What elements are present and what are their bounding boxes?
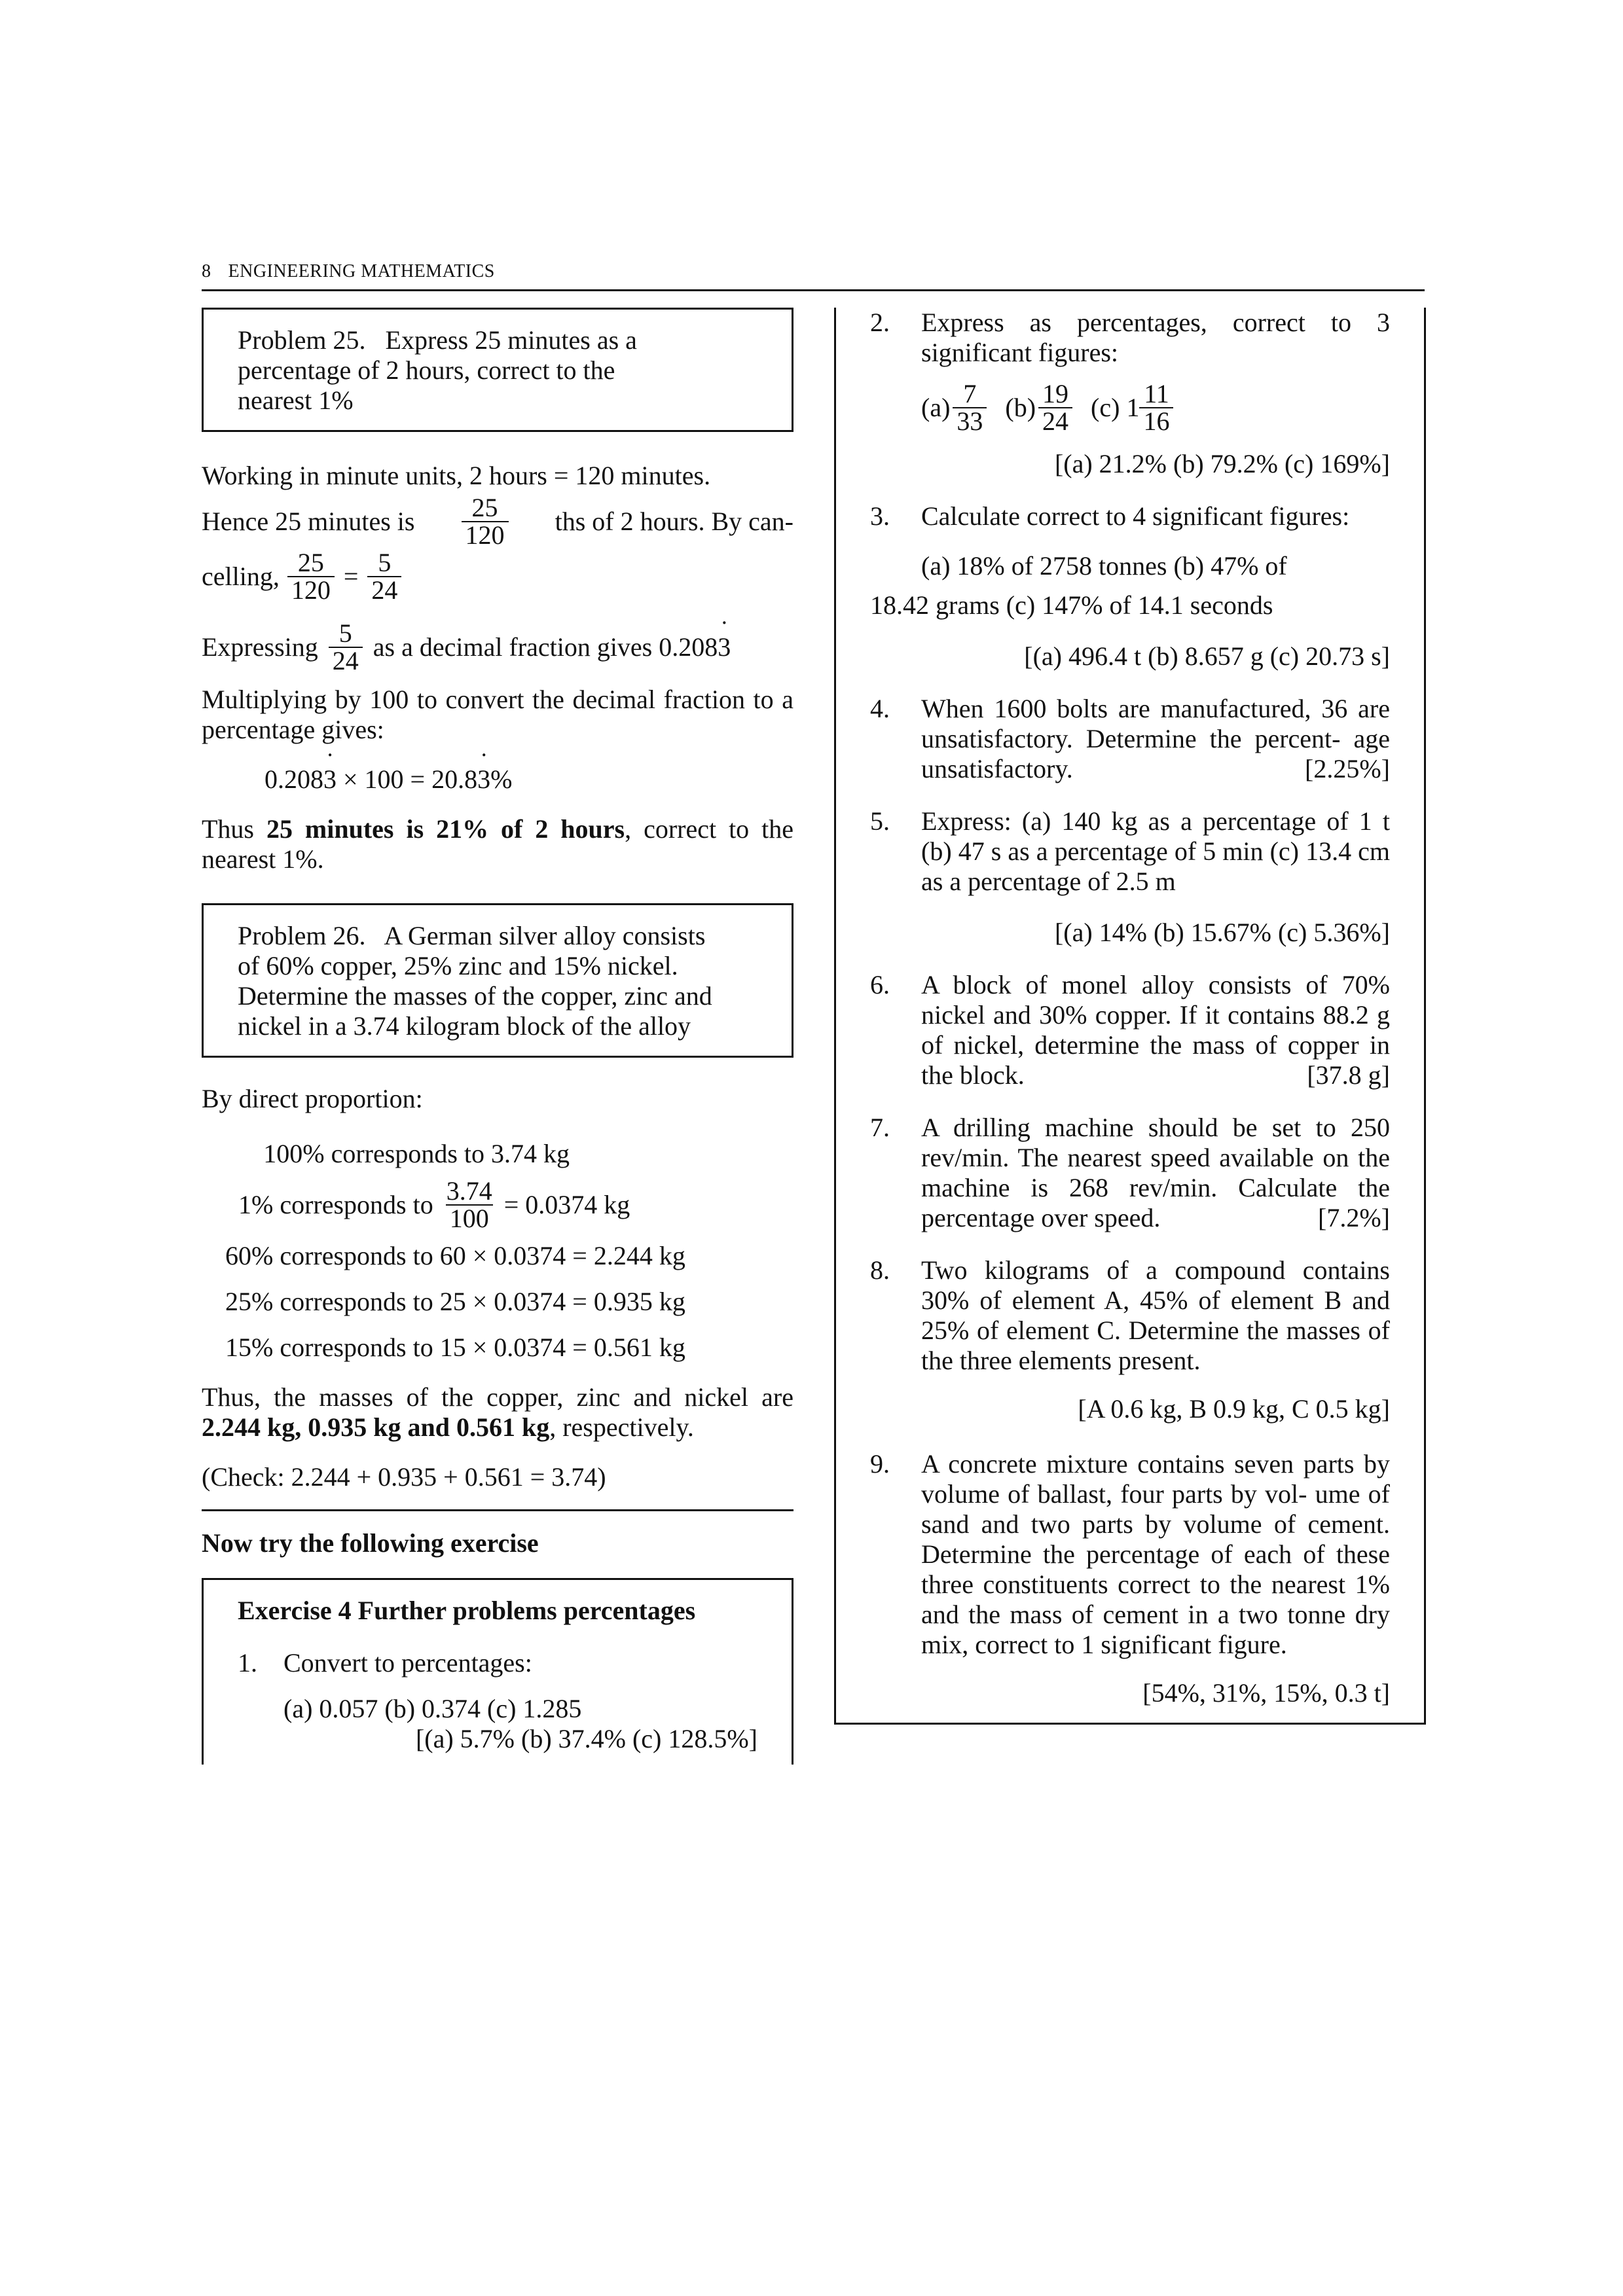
question-2-number: 2. <box>870 308 890 337</box>
question-2-answer: [(a) 21.2% (b) 79.2% (c) 169%] <box>1054 449 1390 478</box>
proportion-row-2-a: 1% corresponds to <box>238 1190 433 1219</box>
right-column <box>834 308 1426 1725</box>
proportion-row-2 <box>202 1178 740 1232</box>
expressing-text-b-main: as a decimal fraction gives 0.208 <box>373 632 718 662</box>
thus-a: Thus <box>202 814 266 844</box>
problem-25-box <box>202 308 793 432</box>
question-5-number: 5. <box>870 806 890 836</box>
check-line: (Check: 2.244 + 0.935 + 0.561 = 3.74) <box>202 1462 606 1492</box>
fraction-11-16 <box>1139 381 1173 435</box>
problem-26-line-2: of 60% copper, 25% zinc and 15% nickel. <box>238 951 678 980</box>
fraction-5-24-b <box>329 620 363 674</box>
question-7-body <box>921 1113 1390 1233</box>
proportion-row-2-b: = 0.0374 kg <box>503 1190 630 1219</box>
proportion-row-3: 60% corresponds to 60 × 0.0374 = 2.244 kg <box>225 1241 685 1270</box>
question-1-text: Convert to percentages: <box>283 1648 532 1677</box>
hence-text-a: Hence 25 minutes is <box>202 507 415 536</box>
question-9-text: A concrete mixture contains seven parts by volume of ballast, four parts by vol- ume of sand and two parts by volume of cement. Determine the percentage of each of these three constituents correct to the nearest 1% and the mass of cement in a two tonne dry mix, correct to 1 significant figure. <box>921 1449 1390 1659</box>
question-8-text: Two kilograms of a compound contains 30% of element A, 45% of element B and 25% of element C. Determine the masses of the three elements present. <box>921 1255 1390 1375</box>
question-3-answer: [(a) 496.4 t (b) 8.657 g (c) 20.73 s] <box>1024 641 1390 671</box>
thus-line <box>202 814 793 874</box>
numerator: 25 <box>471 493 498 522</box>
question-4 <box>870 694 1390 784</box>
question-6-text: A block of monel alloy consists of 70% nickel and 30% copper. If it contains 88.2 g of nickel, determine the mass of copper in the block. <box>921 970 1390 1090</box>
problem-26-label: Problem 26. <box>238 921 366 950</box>
question-2-fractions <box>870 381 1390 435</box>
question-4-text: When 1600 bolts are manufactured, 36 are unsatisfactory. Determine the percent- age unsatisfactory. <box>921 694 1390 783</box>
fraction-19-24 <box>1038 381 1072 435</box>
question-1-number: 1. <box>238 1648 257 1677</box>
question-4-answer: [2.25%] <box>1305 754 1390 783</box>
denominator: 16 <box>1139 407 1173 435</box>
proportion-row-1: 100% corresponds to 3.74 kg <box>263 1139 570 1168</box>
question-3-number: 3. <box>870 501 890 531</box>
question-9-answer: [54%, 31%, 15%, 0.3 t] <box>1142 1678 1390 1708</box>
denominator: 100 <box>446 1204 493 1232</box>
now-try-heading <box>202 1528 793 1558</box>
numerator: 5 <box>338 619 352 648</box>
multiplying-text: Multiplying by 100 to convert the decimal fraction to a percentage gives: <box>202 685 793 744</box>
section-divider <box>202 1509 793 1511</box>
question-9 <box>870 1449 1390 1660</box>
celling-line <box>202 550 793 603</box>
question-7-text: A drilling machine should be set to 250 rev/min. The nearest speed available on the machine is 268 rev/min. Calculate the percentage over speed. <box>921 1113 1390 1232</box>
proportion-row-5: 15% corresponds to 15 × 0.0374 = 0.561 kg <box>225 1333 685 1362</box>
calc-part-a: 0.208 <box>264 764 323 794</box>
question-1-parts: (a) 0.057 (b) 0.374 (c) 1.285 <box>283 1694 582 1723</box>
equals-sign: = <box>343 562 359 591</box>
problem-25-line-1: Express 25 minutes as a <box>385 325 637 355</box>
problem-26-line-3: Determine the masses of the copper, zinc and <box>238 981 712 1011</box>
recurring-digit: ˙ 3 <box>477 764 490 795</box>
question-6-body <box>921 970 1390 1090</box>
proportion-row-4: 25% corresponds to 25 × 0.0374 = 0.935 kg <box>225 1287 685 1316</box>
now-try-text: Now try the following exercise <box>202 1528 539 1558</box>
denominator: 120 <box>287 576 335 603</box>
question-8-number: 8. <box>870 1255 890 1285</box>
exercise-4-box <box>202 1578 793 1765</box>
header-rule <box>202 289 1425 291</box>
problem-26-box <box>202 903 793 1058</box>
recurring-digit: ˙ 3 <box>718 632 731 662</box>
question-3-parts-1: (a) 18% of 2758 tonnes (b) 47% of <box>921 551 1287 581</box>
problem-25-label: Problem 25. <box>238 325 366 355</box>
question-1-answer: [(a) 5.7% (b) 37.4% (c) 128.5%] <box>415 1724 757 1753</box>
question-3-parts-2: 18.42 grams (c) 147% of 14.1 seconds <box>870 590 1273 620</box>
denominator: 120 <box>462 521 509 548</box>
masses-a: Thus, the masses of the copper, zinc and nickel are <box>202 1382 793 1412</box>
expressing-text-b <box>373 632 731 662</box>
header-title: ENGINEERING MATHEMATICS <box>228 261 495 281</box>
q2-part-b-label: (b) <box>1005 393 1036 422</box>
question-6-answer: [37.8 g] <box>1307 1060 1390 1090</box>
numerator: 25 <box>297 548 324 577</box>
question-2-text: Express as percentages, correct to 3 significant figures: <box>921 308 1390 367</box>
question-8-answer: [A 0.6 kg, B 0.9 kg, C 0.5 kg] <box>1078 1394 1390 1424</box>
question-4-body <box>921 694 1390 784</box>
question-3 <box>870 501 1390 531</box>
proportion-table <box>202 1139 740 1363</box>
question-2 <box>870 308 1390 368</box>
question-6 <box>870 970 1390 1090</box>
question-8 <box>870 1255 1390 1376</box>
denominator: 24 <box>329 647 363 674</box>
question-7 <box>870 1113 1390 1233</box>
fraction-25-120-b <box>287 550 335 603</box>
expressing-text-a: Expressing <box>202 632 318 662</box>
question-5 <box>870 806 1390 897</box>
thus-bold: 25 minutes is 21% of 2 hours <box>266 814 625 844</box>
exercise-title <box>238 1596 757 1626</box>
recurring-digit: ˙ 3 <box>323 764 337 795</box>
problem-25-line-2: percentage of 2 hours, correct to the <box>238 355 615 385</box>
hence-line <box>202 495 793 548</box>
working-line: Working in minute units, 2 hours = 120 minutes. <box>202 461 711 490</box>
numerator: 3.74 <box>446 1176 492 1206</box>
fraction-3-74-100 <box>443 1178 496 1232</box>
left-column <box>202 308 793 1765</box>
q2-part-c-label: (c) 1 <box>1091 393 1140 422</box>
numerator: 7 <box>963 379 977 408</box>
denominator: 24 <box>367 576 401 603</box>
problem-26-line-4: nickel in a 3.74 kilogram block of the alloy <box>238 1011 691 1041</box>
running-header <box>202 257 1426 287</box>
hence-text-b: ths of 2 hours. By can- <box>555 507 793 536</box>
direct-proportion-text: By direct proportion: <box>202 1084 423 1113</box>
question-1 <box>238 1648 757 1678</box>
fraction-5-24 <box>367 550 401 603</box>
masses-text <box>202 1382 793 1443</box>
exercise-title-text: Exercise 4 Further problems percentages <box>238 1596 696 1625</box>
question-9-number: 9. <box>870 1449 890 1479</box>
problem-26-line-1: A German silver alloy consists <box>384 921 706 950</box>
fraction-7-33 <box>953 381 987 435</box>
question-6-number: 6. <box>870 970 890 999</box>
question-7-answer: [7.2%] <box>1318 1203 1390 1232</box>
fraction-25-120 <box>462 495 509 548</box>
calc-part-c: % <box>490 764 513 794</box>
masses-bold: 2.244 kg, 0.935 kg and 0.561 kg <box>202 1412 550 1442</box>
page-number: 8 <box>202 261 211 281</box>
question-3-text: Calculate correct to 4 significant figures: <box>921 501 1350 531</box>
problem-25-line-3: nearest 1% <box>238 386 354 415</box>
q2-part-a-label: (a) <box>921 393 951 422</box>
celling-text: celling, <box>202 562 280 591</box>
question-4-number: 4. <box>870 694 890 723</box>
calc-line <box>202 764 793 795</box>
thus-b: , correct to the nearest 1%. <box>202 814 794 874</box>
numerator: 5 <box>378 548 392 577</box>
calc-part-b: × 100 = 20.8 <box>337 764 478 794</box>
question-7-number: 7. <box>870 1113 890 1142</box>
question-5-answer: [(a) 14% (b) 15.67% (c) 5.36%] <box>1054 918 1390 947</box>
masses-b: , respectively. <box>549 1412 694 1442</box>
numerator: 19 <box>1042 379 1069 408</box>
numerator: 11 <box>1144 379 1169 408</box>
question-5-text: Express: (a) 140 kg as a percentage of 1 t (b) 47 s as a percentage of 5 min (c) 13.4 cm as a percentage of 2.5 m <box>921 806 1390 896</box>
expressing-line <box>202 620 793 674</box>
exercise-4-continued-box <box>834 308 1426 1725</box>
denominator: 33 <box>953 407 987 435</box>
denominator: 24 <box>1038 407 1072 435</box>
